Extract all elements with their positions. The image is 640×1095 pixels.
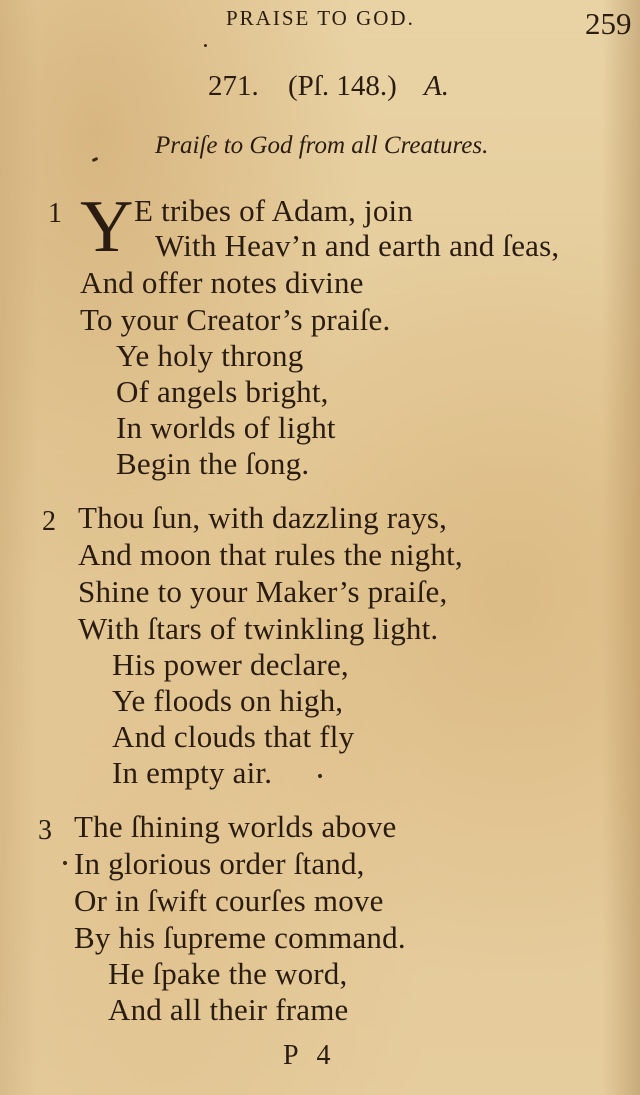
verse-line: By his ſupreme command.: [74, 920, 406, 955]
hymn-heading: [208, 70, 449, 103]
verse-line: Shine to your Maker’s praiſe,: [78, 574, 448, 609]
stanza-number: 2: [42, 506, 56, 537]
signature-mark: P 4: [283, 1040, 337, 1071]
verse-line: With Heav’n and earth and ſeas,: [155, 228, 560, 263]
verse-line: And all their frame: [108, 992, 349, 1027]
verse-line: E tribes of Adam, join: [134, 193, 414, 228]
ink-speck: [317, 773, 322, 778]
hymn-mark: A.: [424, 70, 449, 102]
verse-line: To your Creator’s praiſe.: [80, 302, 391, 337]
verse-line: His power declare,: [112, 647, 349, 682]
verse-line: In empty air.: [112, 755, 273, 790]
verse-line: In worlds of light: [116, 410, 336, 445]
verse-line: And moon that rules the night,: [78, 537, 463, 572]
verse-line: And offer notes divine: [80, 265, 364, 300]
psalm-reference: (Pſ. 148.): [288, 70, 397, 102]
running-head: PRAISE TO GOD.: [226, 6, 415, 30]
hymn-title: Praiſe to God from all Creatures.: [155, 132, 489, 159]
verse-line: And clouds that fly: [112, 719, 355, 754]
stanza-number: 3: [38, 815, 52, 846]
stanza-number: 1: [48, 198, 62, 229]
verse-line: Thou ſun, with dazzling rays,: [78, 500, 448, 535]
ink-speck: [204, 44, 208, 48]
verse-line: Ye holy throng: [116, 338, 304, 373]
drop-cap: Y: [80, 186, 134, 268]
verse-line: The ſhining worlds above: [74, 809, 397, 844]
page-number: 259: [585, 6, 632, 41]
verse-line: Ye floods on high,: [112, 683, 344, 718]
ink-speck: [62, 860, 67, 865]
hymn-number: 271.: [208, 70, 259, 102]
verse-line: Begin the ſong.: [116, 446, 310, 481]
verse-line: With ſtars of twinkling light.: [78, 611, 439, 646]
verse-line: He ſpake the word,: [108, 956, 348, 991]
verse-line: In glorious order ſtand,: [74, 846, 365, 881]
ink-speck: [92, 157, 99, 162]
verse-line: Of angels bright,: [116, 374, 329, 409]
verse-line: Or in ſwift courſes move: [74, 883, 384, 918]
